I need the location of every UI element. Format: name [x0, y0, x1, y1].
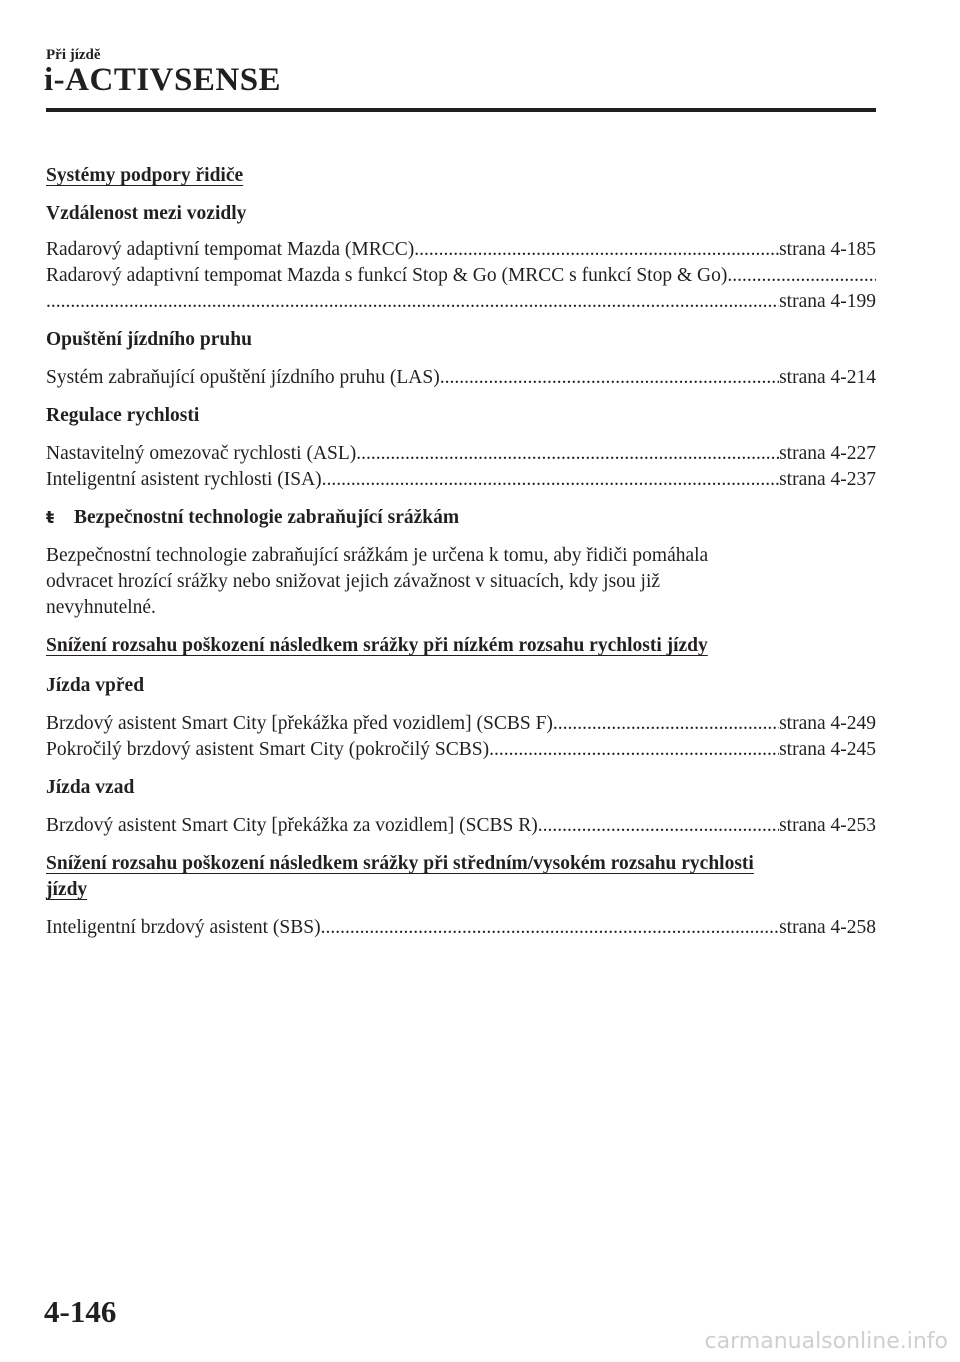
toc-page-ref: strana 4-253: [779, 815, 876, 836]
toc-leader-dots: [46, 289, 779, 315]
toc-leader-dots: [321, 915, 779, 941]
toc-page-ref: strana 4-227: [779, 443, 876, 464]
toc-leader-dots: [489, 737, 779, 763]
toc-line-las[interactable]: [46, 365, 876, 391]
toc-leader-dots: [538, 813, 779, 839]
toc-page-ref: strana 4-249: [779, 713, 876, 734]
reverse-heading: Jízda vzad: [46, 777, 135, 798]
page-number: 4-146: [44, 1294, 117, 1329]
toc-page-ref: strana 4-185: [779, 239, 876, 260]
toc-line-scbs-f[interactable]: [46, 711, 876, 737]
high-speed-heading: [46, 851, 876, 903]
heading-line: jízdy: [46, 879, 88, 900]
toc-text: Brzdový asistent Smart City [překážka před vozidlem] (SCBS F): [46, 713, 553, 734]
toc-text: Brzdový asistent Smart City [překážka za vozidlem] (SCBS R): [46, 815, 538, 836]
toc-line-mrcc[interactable]: [46, 237, 876, 263]
toc-text: Pokročilý brzdový asistent Smart City (pokročilý SCBS): [46, 739, 490, 760]
toc-page-ref: strana 4-258: [779, 917, 876, 938]
watermark[interactable]: carmanualsonline.info: [704, 1329, 948, 1354]
toc-line-mrcc-stop-go[interactable]: [46, 263, 876, 315]
lane-heading: Opuštění jízdního pruhu: [46, 329, 252, 350]
toc-leader-dots: [414, 237, 779, 263]
toc-leader-dots: [356, 441, 779, 467]
bullet-icon: ŧ: [46, 508, 55, 528]
speed-heading: Regulace rychlosti: [46, 405, 200, 426]
toc-line-sbs[interactable]: [46, 915, 876, 941]
chapter-title: i-ACTIVSENSE: [44, 62, 282, 98]
toc-text: Radarový adaptivní tempomat Mazda (MRCC): [46, 239, 415, 260]
section-label: Při jízdě: [46, 47, 101, 63]
toc-page-ref: strana 4-214: [779, 367, 876, 388]
toc-text: Radarový adaptivní tempomat Mazda s funkcí Stop & Go (MRCC s funkcí Stop & Go): [46, 265, 728, 286]
distance-heading: Vzdálenost mezi vozidly: [46, 203, 247, 224]
paragraph-line: odvracet hrozící srážky nebo snižovat jejich závažnost v situacích, kdy jsou již: [46, 571, 661, 592]
collision-paragraph: [46, 543, 876, 621]
toc-page-ref: strana 4-199: [779, 291, 876, 312]
toc-line-isa[interactable]: [46, 467, 876, 493]
toc-leader-dots: [727, 263, 876, 289]
toc-leader-dots: [553, 711, 779, 737]
toc-line-scbs-r[interactable]: [46, 813, 876, 839]
toc-text: Inteligentní brzdový asistent (SBS): [46, 917, 321, 938]
forward-heading: Jízda vpřed: [46, 675, 145, 696]
toc-line-advanced-scbs[interactable]: [46, 737, 876, 763]
low-speed-heading: Snížení rozsahu poškození následkem srážky při nízkém rozsahu rychlosti jízdy: [46, 635, 708, 656]
header-rule: [46, 108, 876, 112]
heading-line: Snížení rozsahu poškození následkem srážky při středním/vysokém rozsahu rychlosti: [46, 853, 754, 874]
toc-page-ref: strana 4-245: [779, 739, 876, 760]
page-content: [46, 163, 876, 941]
toc-text: Inteligentní asistent rychlosti (ISA): [46, 469, 322, 490]
toc-leader-dots: [322, 467, 779, 493]
paragraph-line: nevyhnutelné.: [46, 597, 156, 618]
collision-heading-text: Bezpečnostní technologie zabraňující srážkám: [74, 507, 460, 528]
toc-page-ref: strana 4-237: [779, 469, 876, 490]
collision-heading: [46, 505, 876, 531]
toc-text: Systém zabraňující opuštění jízdního pruhu (LAS): [46, 367, 440, 388]
toc-text: Nastavitelný omezovač rychlosti (ASL): [46, 443, 357, 464]
toc-line-asl[interactable]: [46, 441, 876, 467]
driver-support-heading: Systémy podpory řidiče: [46, 165, 244, 186]
paragraph-line: Bezpečnostní technologie zabraňující srážkám je určena k tomu, aby řidiči pomáhala: [46, 545, 709, 566]
toc-leader-dots: [440, 365, 779, 391]
